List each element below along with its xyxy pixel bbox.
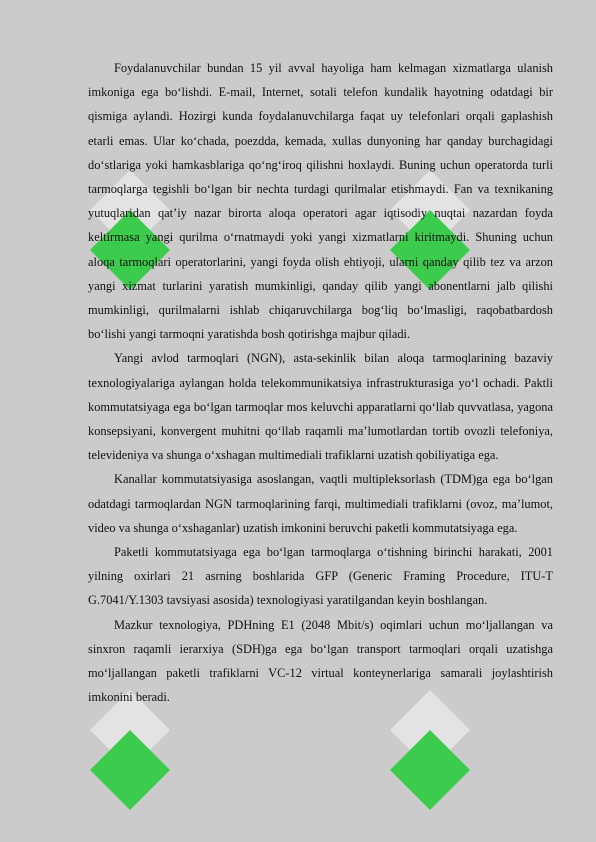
paragraph: Paketli kommutatsiyaga ega bo‘lgan tarmoqlarga o‘tishning birinchi harakati, 2001 yilning oxirlari 21 asrning boshlarida GFP (Generic Framing Procedure, ITU-T G.7041/Y.1303 tavsiyasi asosida) texnologiyasi yaratilgandan keyin boshlangan. bbox=[88, 545, 553, 608]
paragraph: Foydalanuvchilar bundan 15 yil avval hayoliga ham kelmagan xizmatlarga ulanish imkoniga ega bo‘lishdi. E-mail, Internet, sotali telefon kundalik hayotning odatdagi bir qismiga aylandi. Hozirgi kunda foydalanuvchilarga faqat uy telefonlari orqali gaplashish etarli emas. Ular ko‘chada, poezdda, kemada, xullas dunyoning har qanday burchagidagi do‘stlariga yoki hamkasblariga qo‘ng‘iroq qilishni hoxlaydi. Buning uchun operatorda turli tarmoqlarga tegishli bo‘lgan bir nechta turdagi qurilmalar etishmaydi. Fan va texnikaning yutuqlaridan qat’iy nazar birorta aloqa operatori agar iqtisodiy nuqtai nazardan foyda keltirmasa yangi qurilma o‘rnatmaydi yoki yangi xizmatlarni kiritmaydi. Shuning uchun aloqa tarmoqlari operatorlarini, yangi foyda olish ehtiyoji, ularni qanday qilib tez va arzon yangi xizmat turlarini yaratish mumkinligi, qanday qilib yangi abonentlarni jalb qilishi mumkinligi, qurilmalarni ishlab chiqaruvchilarga bog‘liq bo‘lmasligi, raqobatbardosh bo‘lishi yangi tarmoqni yaratishda bosh qotirishga majbur qiladi. bbox=[88, 61, 553, 342]
paragraph: Mazkur texnologiya, PDHning E1 (2048 Mbit/s) oqimlari uchun mo‘ljallangan va sinxron raqamli ierarxiya (SDH)ga ega bo‘lgan transport tarmoqlari orqali uzatishga mo‘ljallangan paketli trafiklarni VC-12 virtual konteynerlariga samarali joylashtirish imkonini beradi. bbox=[88, 617, 553, 705]
document-body bbox=[88, 56, 553, 709]
paragraph: Kanallar kommutatsiyasiga asoslangan, vaqtli multipleksorlash (TDM)ga ega bo‘lgan odatdagi tarmoqlardan NGN tarmoqlarining farqi, multimediali trafiklarni (ovoz, ma’lumot, video va shunga o‘xshaganlar) uzatish imkonini beruvchi paketli kommutatsiyaga ega. bbox=[88, 472, 553, 535]
paragraph: Yangi avlod tarmoqlari (NGN), asta-sekinlik bilan aloqa tarmoqlarining bazaviy texnologiyalariga aylangan holda telekommunikatsiya infrastrukturasiga yo‘l ochadi. Paktli kommutatsiyaga ega bo‘lgan tarmoqlar mos keluvchi apparatlarni qo‘llab quvvatlasa, yagona konsepsiyani, konvergent muhitni qo‘llab raqamli ma’lumotlardan tortib ovozli telefoniya, televideniya va shunga o‘xshagan multimediali trafiklarni uzatish qobiliyatiga ega. bbox=[88, 351, 553, 463]
